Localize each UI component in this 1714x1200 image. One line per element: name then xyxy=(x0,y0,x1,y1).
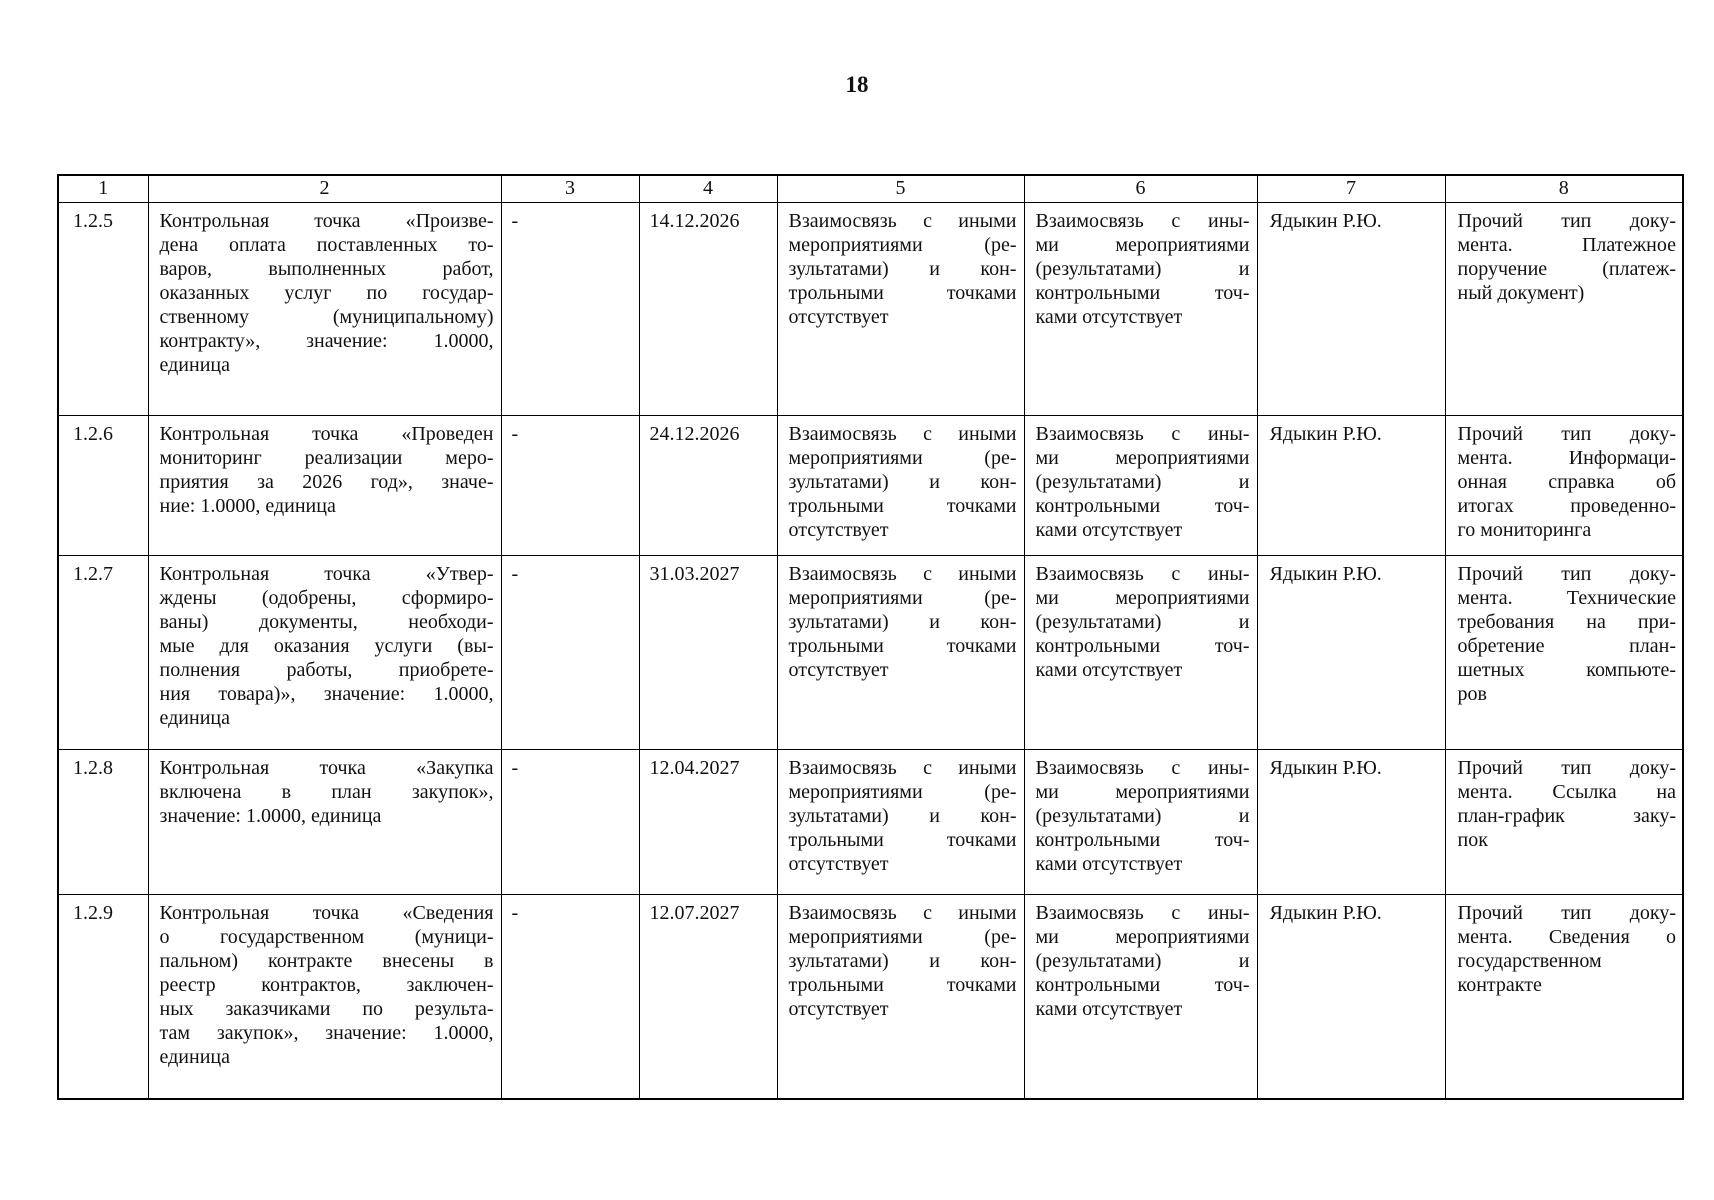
cell-line: единица xyxy=(159,1046,230,1068)
cell-line: 1.2.8 xyxy=(73,757,113,779)
cell-relation-points xyxy=(1024,203,1257,416)
cell-line: - xyxy=(511,902,519,924)
cell-line: значение: 1.0000, единица xyxy=(159,805,382,827)
cell-line: (результатами) и xyxy=(1035,471,1250,493)
cell-description xyxy=(148,203,501,416)
cell-line: Взаимосвязь с иными xyxy=(788,210,1017,232)
cell-line: контрольными точ- xyxy=(1035,635,1250,657)
cell-line: Прочий тип доку- xyxy=(1457,757,1676,779)
cell-relation-results xyxy=(777,203,1024,416)
cell-date xyxy=(639,895,777,1099)
cell-line: 1.2.7 xyxy=(73,563,113,585)
cell-line: трольными точками xyxy=(788,635,1017,657)
cell-responsible xyxy=(1257,416,1445,556)
cell-line: ственному (муниципальному) xyxy=(159,306,494,328)
cell-line: Ядыкин Р.Ю. xyxy=(1269,423,1382,445)
cell-doc-type xyxy=(1445,895,1683,1099)
cell-line: Взаимосвязь с иными xyxy=(788,902,1017,924)
cell-relation-results xyxy=(777,416,1024,556)
cell-line: ный документ) xyxy=(1457,282,1585,304)
cell-line: мероприятиями (ре- xyxy=(788,781,1017,803)
table-body xyxy=(58,203,1683,1099)
cell-line: там закупок», значение: 1.0000, xyxy=(159,1022,494,1044)
cell-col3 xyxy=(501,750,639,895)
cell-line: ми мероприятиями xyxy=(1035,781,1250,803)
cell-line: ных заказчиками по результа- xyxy=(159,998,494,1020)
cell-line: мониторинг реализации меро- xyxy=(159,447,494,469)
cell-line: единица xyxy=(159,354,230,376)
header-cell-5: 5 xyxy=(777,175,1024,203)
header-row xyxy=(58,175,1683,203)
cell-line: Взаимосвязь с иными xyxy=(788,563,1017,585)
cell-relation-results xyxy=(777,895,1024,1099)
cell-line: отсутствует xyxy=(788,853,889,875)
cell-line: ками отсутствует xyxy=(1035,853,1183,875)
cell-line: Прочий тип доку- xyxy=(1457,423,1676,445)
header-cell-6: 6 xyxy=(1024,175,1257,203)
cell-line: итогах проведенно- xyxy=(1457,495,1676,517)
cell-line: - xyxy=(511,757,519,779)
cell-line: мые для оказания услуги (вы- xyxy=(159,635,494,657)
cell-line: трольными точками xyxy=(788,829,1017,851)
cell-line: мероприятиями (ре- xyxy=(788,587,1017,609)
header-cell-7: 7 xyxy=(1257,175,1445,203)
cell-line: полнения работы, приобрете- xyxy=(159,659,494,681)
cell-line: зультатами) и кон- xyxy=(788,805,1017,827)
cell-line: Контрольная точка «Сведения xyxy=(159,902,494,924)
cell-line: - xyxy=(511,423,519,445)
cell-line: 1.2.5 xyxy=(73,210,113,232)
cell-line: мента. Сведения о xyxy=(1457,926,1676,948)
cell-line: ми мероприятиями xyxy=(1035,447,1250,469)
cell-line: зультатами) и кон- xyxy=(788,611,1017,633)
cell-relation-points xyxy=(1024,416,1257,556)
cell-line: мента. Платежное xyxy=(1457,234,1676,256)
cell-date xyxy=(639,203,777,416)
cell-doc-type xyxy=(1445,556,1683,750)
cell-line: 1.2.9 xyxy=(73,902,113,924)
header-cell-8: 8 xyxy=(1445,175,1683,203)
table-header xyxy=(58,175,1683,203)
cell-col3 xyxy=(501,416,639,556)
cell-line: трольными точками xyxy=(788,974,1017,996)
cell-line: Прочий тип доку- xyxy=(1457,210,1676,232)
cell-doc-type xyxy=(1445,203,1683,416)
cell-line: оказанных услуг по государ- xyxy=(159,282,494,304)
cell-number xyxy=(58,895,148,1099)
cell-line: Взаимосвязь с иными xyxy=(788,423,1017,445)
cell-line: реестр контрактов, заключен- xyxy=(159,974,494,996)
cell-line: Взаимосвязь с ины- xyxy=(1035,902,1250,924)
header-cell-3: 3 xyxy=(501,175,639,203)
cell-line: варов, выполненных работ, xyxy=(159,258,494,280)
cell-line: трольными точками xyxy=(788,282,1017,304)
cell-col3 xyxy=(501,895,639,1099)
cell-line: Ядыкин Р.Ю. xyxy=(1269,757,1382,779)
cell-line: (результатами) и xyxy=(1035,258,1250,280)
cell-line: пальном) контракте внесены в xyxy=(159,950,494,972)
cell-line: о государственном (муници- xyxy=(159,926,494,948)
cell-line: трольными точками xyxy=(788,495,1017,517)
cell-line: ками отсутствует xyxy=(1035,998,1183,1020)
cell-description xyxy=(148,416,501,556)
cell-line: Ядыкин Р.Ю. xyxy=(1269,563,1382,585)
cell-line: - xyxy=(511,563,519,585)
cell-line: 1.2.6 xyxy=(73,423,113,445)
cell-col3 xyxy=(501,203,639,416)
cell-line: Взаимосвязь с ины- xyxy=(1035,210,1250,232)
cell-line: Контрольная точка «Закупка xyxy=(159,757,494,779)
cell-line: государственном xyxy=(1457,950,1602,972)
cell-line: план-график заку- xyxy=(1457,805,1676,827)
cell-line: мероприятиями (ре- xyxy=(788,447,1017,469)
header-cell-4: 4 xyxy=(639,175,777,203)
cell-line: 31.03.2027 xyxy=(649,563,740,585)
cell-line: ками отсутствует xyxy=(1035,306,1183,328)
cell-relation-results xyxy=(777,556,1024,750)
cell-responsible xyxy=(1257,895,1445,1099)
cell-line: Контрольная точка «Проведен xyxy=(159,423,494,445)
cell-number xyxy=(58,750,148,895)
cell-line: Прочий тип доку- xyxy=(1457,563,1676,585)
cell-relation-results xyxy=(777,750,1024,895)
cell-line: (результатами) и xyxy=(1035,611,1250,633)
cell-line: Контрольная точка «Произве- xyxy=(159,210,494,232)
cell-relation-points xyxy=(1024,750,1257,895)
cell-line: зультатами) и кон- xyxy=(788,471,1017,493)
cell-line: отсутствует xyxy=(788,519,889,541)
cell-line: Взаимосвязь с ины- xyxy=(1035,563,1250,585)
cell-line: 24.12.2026 xyxy=(649,423,740,445)
table-row xyxy=(58,203,1683,416)
cell-line: - xyxy=(511,210,519,232)
cell-line: включена в план закупок», xyxy=(159,781,494,803)
cell-line: ками отсутствует xyxy=(1035,659,1183,681)
cell-description xyxy=(148,556,501,750)
cell-line: (результатами) и xyxy=(1035,950,1250,972)
table-row xyxy=(58,416,1683,556)
cell-line: (результатами) и xyxy=(1035,805,1250,827)
cell-line: мента. Технические xyxy=(1457,587,1676,609)
cell-line: поручение (платеж- xyxy=(1457,258,1676,280)
cell-line: ми мероприятиями xyxy=(1035,926,1250,948)
cell-line: мента. Информаци- xyxy=(1457,447,1676,469)
cell-line: контрольными точ- xyxy=(1035,495,1250,517)
cell-date xyxy=(639,416,777,556)
cell-line: ми мероприятиями xyxy=(1035,587,1250,609)
cell-line: зультатами) и кон- xyxy=(788,258,1017,280)
cell-line: отсутствует xyxy=(788,306,889,328)
cell-relation-points xyxy=(1024,556,1257,750)
page-number: 18 xyxy=(845,72,869,97)
cell-line: мероприятиями (ре- xyxy=(788,926,1017,948)
cell-line: шетных компьюте- xyxy=(1457,659,1676,681)
cell-number xyxy=(58,203,148,416)
cell-line: ров xyxy=(1457,683,1487,705)
cell-line: отсутствует xyxy=(788,998,889,1020)
cell-number xyxy=(58,556,148,750)
cell-col3 xyxy=(501,556,639,750)
table-row xyxy=(58,895,1683,1099)
cell-relation-points xyxy=(1024,895,1257,1099)
cell-line: онная справка об xyxy=(1457,471,1676,493)
cell-line: контрольными точ- xyxy=(1035,282,1250,304)
cell-line: контрольными точ- xyxy=(1035,829,1250,851)
cell-description xyxy=(148,750,501,895)
cell-line: ваны) документы, необходи- xyxy=(159,611,494,633)
cell-line: контрольными точ- xyxy=(1035,974,1250,996)
cell-number xyxy=(58,416,148,556)
header-cell-1: 1 xyxy=(58,175,148,203)
cell-line: мента. Ссылка на xyxy=(1457,781,1676,803)
cell-doc-type xyxy=(1445,750,1683,895)
cell-line: Ядыкин Р.Ю. xyxy=(1269,210,1382,232)
cell-line: дена оплата поставленных то- xyxy=(159,234,494,256)
cell-line: 14.12.2026 xyxy=(649,210,740,232)
cell-line: единица xyxy=(159,707,230,729)
cell-line: ми мероприятиями xyxy=(1035,234,1250,256)
cell-description xyxy=(148,895,501,1099)
cell-line: ния товара)», значение: 1.0000, xyxy=(159,683,494,705)
cell-line: ние: 1.0000, единица xyxy=(159,495,336,517)
cell-line: Ядыкин Р.Ю. xyxy=(1269,902,1382,924)
header-cell-2: 2 xyxy=(148,175,501,203)
cell-line: 12.04.2027 xyxy=(649,757,740,779)
cell-doc-type xyxy=(1445,416,1683,556)
cell-line: отсутствует xyxy=(788,659,889,681)
cell-responsible xyxy=(1257,203,1445,416)
cell-line: Взаимосвязь с иными xyxy=(788,757,1017,779)
cell-line: Взаимосвязь с ины- xyxy=(1035,423,1250,445)
cell-responsible xyxy=(1257,750,1445,895)
cell-line: зультатами) и кон- xyxy=(788,950,1017,972)
cell-line: 12.07.2027 xyxy=(649,902,740,924)
cell-line: ждены (одобрены, сформиро- xyxy=(159,587,494,609)
cell-date xyxy=(639,556,777,750)
cell-line: мероприятиями (ре- xyxy=(788,234,1017,256)
cell-responsible xyxy=(1257,556,1445,750)
cell-line: пок xyxy=(1457,829,1488,851)
cell-line: го мониторинга xyxy=(1457,519,1592,541)
cell-line: контракту», значение: 1.0000, xyxy=(159,330,494,352)
cell-line: Контрольная точка «Утвер- xyxy=(159,563,494,585)
cell-line: обретение план- xyxy=(1457,635,1676,657)
cell-line: требования на при- xyxy=(1457,611,1676,633)
cell-line: Взаимосвязь с ины- xyxy=(1035,757,1250,779)
cell-line: ками отсутствует xyxy=(1035,519,1183,541)
cell-line: контракте xyxy=(1457,974,1542,996)
table-row xyxy=(58,556,1683,750)
cell-date xyxy=(639,750,777,895)
control-points-table xyxy=(57,174,1684,1100)
table-row xyxy=(58,750,1683,895)
cell-line: приятия за 2026 год», значе- xyxy=(159,471,494,493)
cell-line: Прочий тип доку- xyxy=(1457,902,1676,924)
